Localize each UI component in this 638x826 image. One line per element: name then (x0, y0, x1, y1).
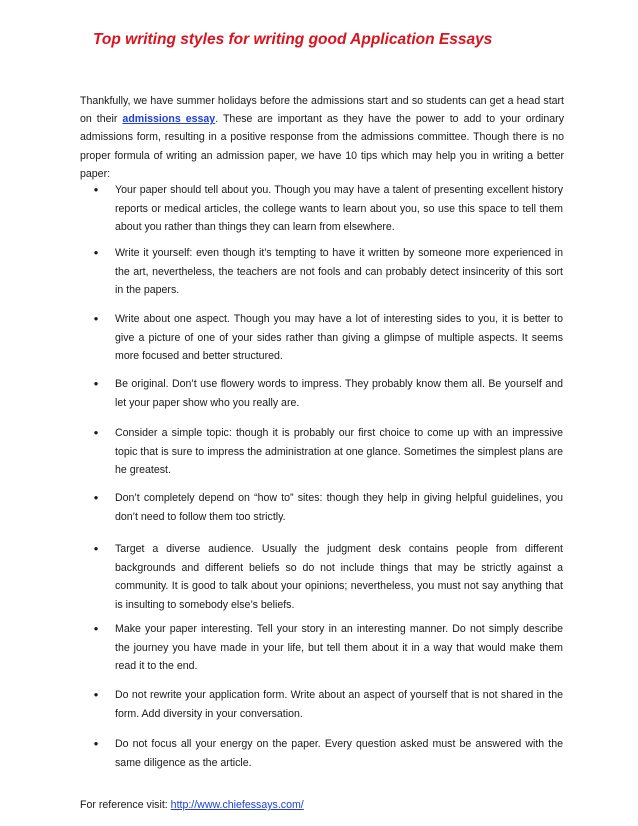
list-item (93, 540, 563, 614)
reference-link[interactable]: http://www.chiefessays.com/ (170, 799, 304, 811)
bullet-dot-icon: ● (93, 314, 99, 323)
tip-text: Consider a simple topic: though it is probably our first choice to come up with an impressive topic that is sure to impress the administration at one glance. Sometimes the simplest plans are he greatest. (115, 427, 563, 476)
list-item (93, 686, 563, 723)
bullet-dot-icon: ● (93, 739, 99, 748)
list-item (93, 424, 563, 480)
admissions-essay-link[interactable]: admissions essay (122, 113, 216, 126)
page-title: Top writing styles for writing good Application Essays (93, 31, 493, 48)
list-item (93, 489, 563, 526)
list-item (93, 181, 563, 237)
tip-text: Don’t completely depend on “how to” sites: though they help in giving helpful guidelines, you don’t need to follow them too strictly. (115, 492, 563, 523)
tip-text: Your paper should tell about you. Though you may have a talent of presenting excellent history reports or medical articles, the college wants to learn about you, so use this space to tell them about you rather than things they can learn from elsewhere. (115, 184, 563, 233)
tip-text: Make your paper interesting. Tell your story in an interesting manner. Do not simply describe the journey you have made in your life, but tell them about it in a way that would make them read it to the end. (115, 623, 563, 672)
bullet-dot-icon: ● (93, 428, 99, 437)
bullet-dot-icon: ● (93, 690, 99, 699)
list-item (93, 735, 563, 772)
tip-text: Do not focus all your energy on the paper. Every question asked must be answered with the same diligence as the article. (115, 738, 563, 769)
bullet-dot-icon: ● (93, 185, 99, 194)
list-item (93, 310, 563, 366)
bullet-dot-icon: ● (93, 379, 99, 388)
list-item (93, 620, 563, 676)
intro-text-after-link: . These are important as they have the power to add to your ordinary admissions form, resulting in a positive response from the admissions committee. Though there is no proper formula of writing an admission paper, we have 10 tips which may help you in writing a better paper: (80, 113, 564, 180)
intro-text-before-link: Thankfully, we have summer holidays before the admissions start and so students can get a head start on their (80, 95, 564, 126)
tip-text: Write about one aspect. Though you may have a lot of interesting sides to you, it is better to give a picture of one of your sides rather than giving a glimpse of multiple aspects. It seems more focused and better structured. (115, 313, 563, 362)
bullet-dot-icon: ● (93, 248, 99, 257)
bullet-dot-icon: ● (93, 544, 99, 553)
tip-text: Target a diverse audience. Usually the judgment desk contains people from different backgrounds and different beliefs so do not include things that may be strictly against a community. It is good to talk about your opinions; nevertheless, you must not say anything that is insulting to somebody else’s beliefs. (115, 543, 563, 611)
bullet-dot-icon: ● (93, 624, 99, 633)
tip-text: Write it yourself: even though it’s tempting to have it written by someone more experienced in the art, nevertheless, the teachers are not fools and can probably detect insincerity of this sort in the papers. (115, 247, 563, 296)
footer-label: For reference visit: (80, 799, 171, 811)
tip-text: Do not rewrite your application form. Write about an aspect of yourself that is not shared in the form. Add diversity in your conversation. (115, 689, 563, 720)
reference-footer (80, 797, 304, 813)
list-item (93, 375, 563, 412)
list-item (93, 244, 563, 300)
intro-paragraph (80, 92, 564, 183)
tip-text: Be original. Don’t use flowery words to impress. They probably know them all. Be yourself and let your paper show who you really are. (115, 378, 563, 409)
bullet-dot-icon: ● (93, 493, 99, 502)
